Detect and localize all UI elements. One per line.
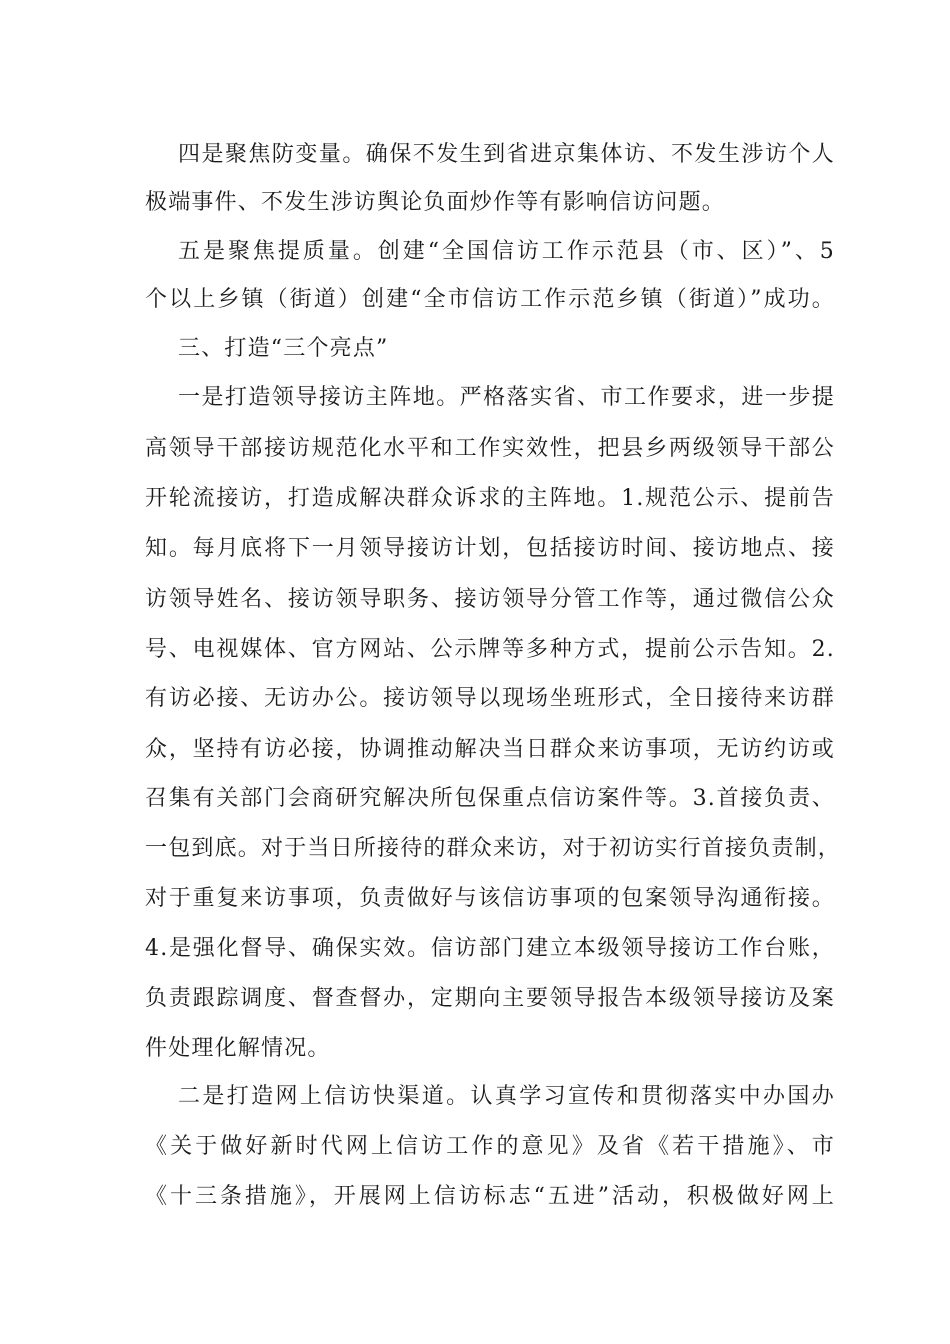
text-line: 负责跟踪调度、督查督办，定期向主要领导报告本级领导接访及案 <box>145 986 835 1011</box>
text-line: 五是聚焦提质量。创建“全国信访工作示范县（市、区）”、5 <box>178 239 835 264</box>
text-line: 4.是强化督导、确保实效。信访部门建立本级领导接访工作台账， <box>145 936 835 961</box>
text-line: 二是打造网上信访快渠道。认真学习宣传和贯彻落实中办国办 <box>178 1084 835 1109</box>
text-line: 一是打造领导接访主阵地。严格落实省、市工作要求，进一步提 <box>178 385 835 410</box>
text-line: 个以上乡镇（街道）创建“全市信访工作示范乡镇（街道）”成功。 <box>145 287 835 312</box>
text-line: 访领导姓名、接访领导职务、接访领导分管工作等，通过微信公众 <box>145 587 835 612</box>
text-line: 一包到底。对于当日所接待的群众来访，对于初访实行首接负责制， <box>145 836 842 861</box>
text-line: 有访必接、无访办公。接访领导以现场坐班形式，全日接待来访群 <box>145 686 835 711</box>
text-line: 高领导干部接访规范化水平和工作实效性，把县乡两级领导干部公 <box>145 436 835 461</box>
section-heading: 三、打造“三个亮点” <box>178 336 389 361</box>
text-line: 四是聚焦防变量。确保不发生到省进京集体访、不发生涉访个人 <box>178 142 835 167</box>
text-line: 《十三条措施》，开展网上信访标志“五进”活动，积极做好网上 <box>145 1184 835 1209</box>
text-line: 众，坚持有访必接，协调推动解决当日群众来访事项，无访约访或 <box>145 737 835 762</box>
text-line: 召集有关部门会商研究解决所包保重点信访案件等。3.首接负责、 <box>145 786 835 811</box>
text-line: 件处理化解情况。 <box>145 1036 331 1061</box>
text-line: 对于重复来访事项，负责做好与该信访事项的包案领导沟通衔接。 <box>145 886 835 911</box>
text-line: 《关于做好新时代网上信访工作的意见》及省《若干措施》、市 <box>145 1134 835 1159</box>
text-line: 号、电视媒体、官方网站、公示牌等多种方式，提前公示告知。2. <box>145 637 835 662</box>
text-line: 极端事件、不发生涉访舆论负面炒作等有影响信访问题。 <box>145 190 726 215</box>
text-line: 开轮流接访，打造成解决群众诉求的主阵地。1.规范公示、提前告 <box>145 486 835 511</box>
text-line: 知。每月底将下一月领导接访计划，包括接访时间、接访地点、接 <box>145 536 835 561</box>
